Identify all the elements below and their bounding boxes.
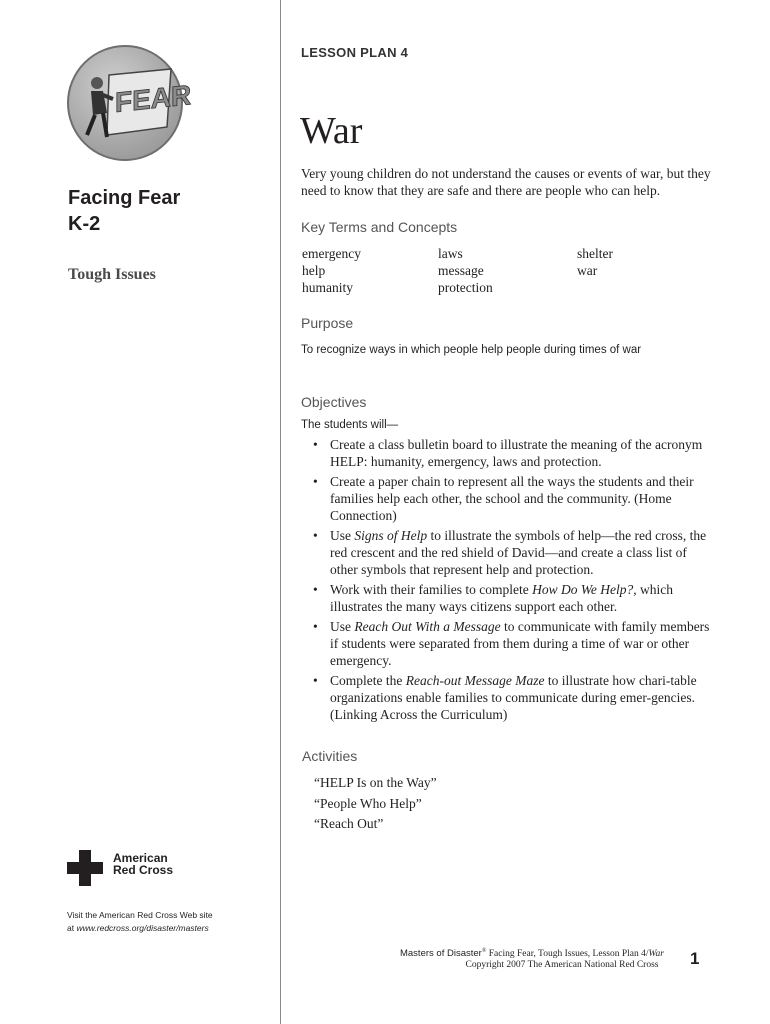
registered-mark: ® bbox=[481, 948, 487, 954]
key-terms-col1 bbox=[302, 245, 361, 296]
term: help bbox=[302, 263, 326, 278]
red-cross-icon bbox=[67, 850, 103, 886]
term: humanity bbox=[302, 280, 353, 295]
website-note-line1: Visit the American Red Cross Web site bbox=[67, 910, 213, 920]
footer-series: Facing Fear, Tough Issues, Lesson Plan 4/ bbox=[486, 949, 649, 960]
key-terms-heading: Key Terms and Concepts bbox=[301, 219, 458, 235]
objectives-heading: Objectives bbox=[301, 394, 367, 410]
key-terms-col3 bbox=[577, 245, 613, 279]
red-cross-line2: Red Cross bbox=[113, 863, 174, 877]
column-divider bbox=[280, 0, 281, 1024]
program-subtitle: Tough Issues bbox=[68, 266, 156, 283]
page-footer bbox=[300, 946, 664, 971]
website-link[interactable]: www.redcross.org/disaster/masters bbox=[76, 923, 209, 933]
term: shelter bbox=[577, 246, 613, 261]
list-item: • Work with their families to complete How Do We Help?, which illustrates the many ways citizens support each other. bbox=[313, 581, 713, 615]
objectives-list bbox=[313, 436, 713, 726]
list-item: • Use Reach Out With a Message to communicate with family members if students were separated from them during a time of war or other emergency. bbox=[313, 618, 713, 669]
key-terms-col2 bbox=[438, 245, 493, 296]
footer-lesson-title: War bbox=[648, 949, 664, 960]
purpose-text: To recognize ways in which people help people during times of war bbox=[301, 344, 642, 356]
term: protection bbox=[438, 280, 493, 295]
activities-heading: Activities bbox=[302, 748, 358, 764]
term: message bbox=[438, 263, 484, 278]
activity-item: “HELP Is on the Way” bbox=[314, 775, 437, 790]
footer-series-line bbox=[300, 946, 664, 960]
list-item: • Create a paper chain to represent all the ways the students and their families help each other, the school and the community. (Home Connection) bbox=[313, 473, 713, 524]
red-cross-line1: American bbox=[113, 851, 168, 865]
activity-item: “People Who Help” bbox=[314, 795, 422, 811]
page-title: War bbox=[300, 110, 363, 152]
page-number: 1 bbox=[690, 949, 700, 968]
term: laws bbox=[438, 246, 463, 261]
lesson-label: LESSON PLAN 4 bbox=[301, 45, 409, 60]
red-cross-wordmark bbox=[113, 852, 173, 876]
website-note-prefix: at bbox=[67, 923, 77, 933]
intro-paragraph: Very young children do not understand the causes or events of war, but they need to know that they are safe and there are people who can help. bbox=[301, 166, 711, 198]
website-note bbox=[67, 909, 213, 935]
term: emergency bbox=[302, 246, 361, 261]
list-item: • Create a class bulletin board to illustrate the meaning of the acronym HELP: humanity, emergency, laws and protection. bbox=[313, 436, 713, 470]
program-title-line2: K-2 bbox=[68, 213, 101, 235]
list-item: • Use Signs of Help to illustrate the symbols of help—the red cross, the red crescent and the red shield of David—and create a class list of other symbols that represent help and protection. bbox=[313, 527, 713, 578]
footer-copyright: Copyright 2007 The American National Red Cross bbox=[465, 960, 659, 971]
footer-brand: Masters of Disaster bbox=[399, 948, 482, 960]
program-title-line1: Facing Fear bbox=[68, 187, 181, 209]
purpose-heading: Purpose bbox=[301, 315, 354, 331]
logo-fear-text: FEAR bbox=[115, 79, 192, 119]
activity-item: “Reach Out” bbox=[314, 816, 384, 831]
activities-list bbox=[314, 773, 437, 835]
program-title bbox=[68, 185, 180, 237]
fear-illustration-icon bbox=[69, 47, 192, 159]
facing-fear-logo bbox=[67, 45, 192, 161]
list-item: • Complete the Reach-out Message Maze to illustrate how chari-table organizations enable families to communicate during emer-gencies. (Linking Across the Curriculum) bbox=[313, 672, 713, 723]
term: war bbox=[577, 263, 598, 278]
objectives-intro: The students will— bbox=[301, 419, 399, 431]
